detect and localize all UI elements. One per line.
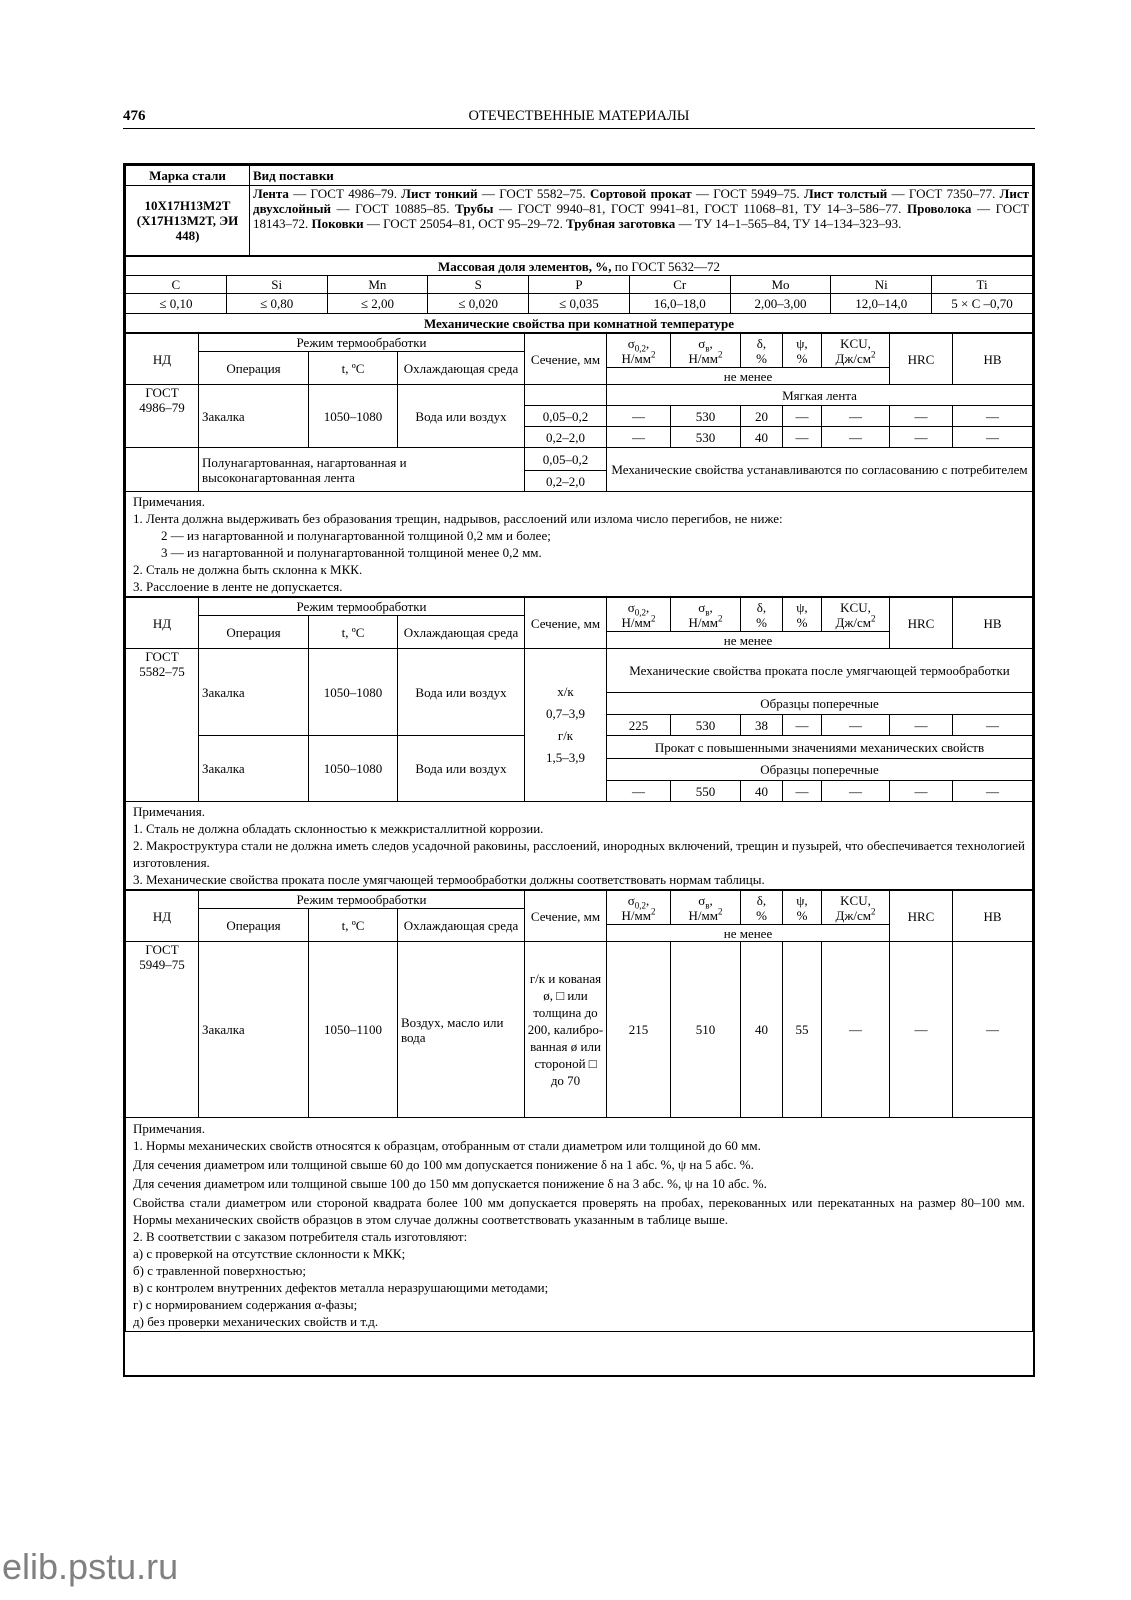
hardened-operation: Полунагартованная, нагартованная и высоконагартованная лента bbox=[199, 448, 525, 492]
element-symbol: C bbox=[126, 276, 227, 294]
psi-header: ψ, % bbox=[783, 891, 822, 925]
element-value: 5 × C –0,70 bbox=[932, 294, 1033, 314]
supply-product: Лист тонкий bbox=[401, 186, 478, 201]
property-value: — bbox=[890, 715, 953, 736]
grade-col-label: Марка стали bbox=[126, 166, 250, 186]
grade-name: 10Х17Н13М2Т (Х17Н13М2Т, ЭИ 448) bbox=[126, 186, 250, 256]
temperature-header: t, ºС bbox=[309, 352, 398, 385]
tensile-header: $\sigma_в$, $Н/мм^2$ bbox=[671, 334, 741, 368]
supply-standard: — ГОСТ 5949–75. bbox=[691, 186, 804, 201]
yield-header: $\sigma_{0,2}$, $Н/мм^2$ bbox=[607, 891, 671, 925]
property-value: — bbox=[822, 406, 890, 427]
hb-header: HB bbox=[953, 891, 1033, 942]
agreement-text: Механические свойства устанавливаются по согласованию с потребителем bbox=[607, 448, 1033, 492]
element-symbol: Ni bbox=[831, 276, 932, 294]
supply-product: Лист толстый bbox=[804, 186, 888, 201]
soft-strip-label: Мягкая лента bbox=[607, 385, 1033, 406]
element-value-row bbox=[126, 294, 1033, 314]
supply-product: Проволока bbox=[906, 201, 972, 216]
supply-product: Лента bbox=[253, 186, 289, 201]
supply-standard: — ГОСТ 18143–72. bbox=[253, 201, 1029, 231]
element-symbol: P bbox=[529, 276, 630, 294]
element-symbol: Si bbox=[226, 276, 327, 294]
element-value: 12,0–14,0 bbox=[831, 294, 932, 314]
steel-datasheet bbox=[123, 163, 1035, 1377]
property-value: — bbox=[822, 427, 890, 448]
supply-standard: — ГОСТ 10885–85. bbox=[330, 201, 456, 216]
page-header bbox=[123, 108, 1035, 129]
section-value: 0,05–0,2 bbox=[525, 406, 607, 427]
element-value: 2,00–3,00 bbox=[730, 294, 831, 314]
heat-treatment-header: Режим термообработки bbox=[199, 334, 525, 352]
not-less-label: не менее bbox=[607, 925, 890, 942]
temperature: 1050–1080 bbox=[309, 385, 398, 448]
element-symbol: Cr bbox=[629, 276, 730, 294]
cooling-medium: Вода или воздух bbox=[398, 736, 525, 802]
property-value: 550 bbox=[671, 781, 741, 802]
property-value: — bbox=[822, 715, 890, 736]
element-symbol: Mo bbox=[730, 276, 831, 294]
supply-label: Вид поставки bbox=[250, 166, 1033, 186]
nd-value: ГОСТ 5582–75 bbox=[126, 649, 199, 802]
section-value: 0,2–2,0 bbox=[525, 427, 607, 448]
delta-header: δ, % bbox=[741, 598, 783, 632]
property-value: — bbox=[953, 781, 1033, 802]
property-value: 530 bbox=[671, 427, 741, 448]
medium-header: Охлаждающая среда bbox=[398, 616, 525, 649]
property-value: 20 bbox=[741, 406, 783, 427]
yield-strength: 215 bbox=[607, 942, 671, 1118]
section-value: 0,2–2,0 bbox=[525, 471, 607, 492]
page-number: 476 bbox=[123, 108, 146, 124]
element-value: ≤ 0,10 bbox=[126, 294, 227, 314]
element-symbol: S bbox=[428, 276, 529, 294]
element-value: ≤ 0,80 bbox=[226, 294, 327, 314]
composition-table bbox=[125, 256, 1033, 333]
elongation: 40 bbox=[741, 942, 783, 1118]
cooling-medium: Воздух, масло или вода bbox=[398, 942, 525, 1118]
operation: Закалка bbox=[199, 736, 309, 802]
composition-title: Массовая доля элементов, %, по ГОСТ 5632—72 bbox=[126, 257, 1033, 276]
notes-5582: Примечания. 1. Сталь не должна обладать склонностью к межкристаллитной коррозии. 2. Макроструктура стали не должна иметь следов усадочной раковины, расслоений, инородных включений, трещин и пузырей, что обеспечивается технологией изготовления. 3. Механические свойства проката после умягчающей термообработки должны соответствовать нормам таблицы. bbox=[126, 802, 1033, 890]
operation-header: Операция bbox=[199, 352, 309, 385]
cooling-medium: Вода или воздух bbox=[398, 385, 525, 448]
property-value: 40 bbox=[741, 781, 783, 802]
kcu-header: KCU, $Дж/см^2$ bbox=[822, 334, 890, 368]
temperature-header: t, ºС bbox=[309, 909, 398, 942]
tensile-strength: 510 bbox=[671, 942, 741, 1118]
impact-kcu: — bbox=[822, 942, 890, 1118]
property-value: — bbox=[953, 715, 1033, 736]
transverse-label: Образцы поперечные bbox=[607, 759, 1033, 781]
supply-product: Лист двухслойный bbox=[253, 186, 1029, 216]
notes-4986: Примечания. 1. Лента должна выдерживать без образования трещин, надрывов, расслоений или излома число перегибов, не ниже: 2 — из нагартованной и полунагартованной толщиной 0,2 мм и более; 3 — из нагартованной и полунагартованной толщиной менее 0,2 мм. 2. Сталь не должна быть склонна к МКК. 3. Расслоение в ленте не допускается. bbox=[126, 492, 1033, 597]
nd-value: ГОСТ 5949–75 bbox=[126, 942, 199, 1118]
notes-5949: Примечания. 1. Нормы механических свойств относятся к образцам, отобранным от стали диаметром или толщиной до 60 мм. Для сечения диаметром или толщиной свыше 60 до 100 мм допускается понижение δ на 1 абс. %, ψ на 5 абс. %. Для сечения диаметром или толщиной свыше 100 до 150 мм допускается понижение δ на 3 абс. %, ψ на 10 абс. %. Свойства стали диаметром или стороной квадрата более 100 мм допускается проверять на пробах, перекованных или перекатанных на размер 80–100 мм. Нормы механических свойств образцов в этом случае должны соответствовать указанным в таблице выше. 2. В соответствии с заказом потребителя сталь изготовляют: а) с проверкой на отсутствие склонности к МКК; б) с травленной поверхностью; в) с контролем внутренних дефектов металла неразрушающими методами; г) с нормированием содержания α-фазы; д) без проверки механических свойств и т.д. bbox=[126, 1118, 1033, 1332]
increased-props-label: Прокат с повышенными значениями механических свойств bbox=[607, 736, 1033, 759]
temperature-header: t, ºС bbox=[309, 616, 398, 649]
mech-title: Механические свойства при комнатной температуре bbox=[126, 314, 1033, 333]
operation: Закалка bbox=[199, 942, 309, 1118]
operation-header: Операция bbox=[199, 909, 309, 942]
property-value: — bbox=[822, 781, 890, 802]
temperature: 1050–1080 bbox=[309, 736, 398, 802]
hrc-header: HRC bbox=[890, 598, 953, 649]
property-value: — bbox=[953, 406, 1033, 427]
medium-header: Охлаждающая среда bbox=[398, 909, 525, 942]
not-less-label: не менее bbox=[607, 368, 890, 385]
medium-header: Охлаждающая среда bbox=[398, 352, 525, 385]
property-value: — bbox=[607, 781, 671, 802]
reduction-area: 55 bbox=[783, 942, 822, 1118]
supply-product: Сортовой прокат bbox=[589, 186, 692, 201]
nd-header: НД bbox=[126, 891, 199, 942]
element-symbol: Mn bbox=[327, 276, 428, 294]
kcu-header: KCU, $Дж/см^2$ bbox=[822, 598, 890, 632]
supply-standard: — ГОСТ 4986–79. bbox=[288, 186, 402, 201]
section-header: Сечение, мм bbox=[525, 891, 607, 942]
mech-table-5582 bbox=[125, 597, 1033, 890]
property-value: 225 bbox=[607, 715, 671, 736]
not-less-label: не менее bbox=[607, 632, 890, 649]
delta-header: δ, % bbox=[741, 334, 783, 368]
heat-treatment-header: Режим термообработки bbox=[199, 598, 525, 616]
element-value: 16,0–18,0 bbox=[629, 294, 730, 314]
property-value: — bbox=[890, 406, 953, 427]
hrc-header: HRC bbox=[890, 334, 953, 385]
supply-product: Поковки bbox=[311, 216, 364, 231]
element-value: ≤ 2,00 bbox=[327, 294, 428, 314]
nd-header: НД bbox=[126, 334, 199, 385]
hrc-header: HRC bbox=[890, 891, 953, 942]
section-header: Сечение, мм bbox=[525, 334, 607, 385]
supply-standard: — ГОСТ 5582–75. bbox=[477, 186, 590, 201]
property-value: — bbox=[783, 781, 822, 802]
supply-standard: — ГОСТ 7350–77. bbox=[887, 186, 1000, 201]
temperature: 1050–1080 bbox=[309, 649, 398, 736]
transverse-label: Образцы поперечные bbox=[607, 693, 1033, 715]
supply-product: Трубы bbox=[455, 201, 494, 216]
section-value: х/к 0,7–3,9 г/к 1,5–3,9 bbox=[525, 649, 607, 802]
operation: Закалка bbox=[199, 385, 309, 448]
heat-treatment-header: Режим термообработки bbox=[199, 891, 525, 909]
operation: Закалка bbox=[199, 649, 309, 736]
supply-standard: — ГОСТ 9940–81, ГОСТ 9941–81, ГОСТ 11068–81, ТУ 14–3–586–77. bbox=[493, 201, 907, 216]
element-header-row bbox=[126, 276, 1033, 294]
temperature: 1050–1100 bbox=[309, 942, 398, 1118]
supply-standard: — ТУ 14–1–565–84, ТУ 14–134–323–93. bbox=[675, 216, 902, 231]
supply-product: Трубная заготовка bbox=[566, 216, 676, 231]
hb-header: HB bbox=[953, 598, 1033, 649]
property-value: — bbox=[607, 406, 671, 427]
element-symbol: Ti bbox=[932, 276, 1033, 294]
property-value: — bbox=[783, 427, 822, 448]
property-value: — bbox=[953, 427, 1033, 448]
hb-header: HB bbox=[953, 334, 1033, 385]
psi-header: ψ, % bbox=[783, 598, 822, 632]
property-value: — bbox=[607, 427, 671, 448]
supply-text bbox=[250, 186, 1033, 256]
grade-table bbox=[125, 165, 1033, 256]
watermark: elib.pstu.ru bbox=[2, 1546, 179, 1587]
yield-header: $\sigma_{0,2}$, $Н/мм^2$ bbox=[607, 598, 671, 632]
property-value: — bbox=[783, 406, 822, 427]
section-value: г/к и кованая ø, □ или толщина до 200, калибро-ванная ø или стороной □ до 70 bbox=[525, 942, 607, 1118]
property-value: 530 bbox=[671, 406, 741, 427]
section-value: 0,05–0,2 bbox=[525, 448, 607, 471]
property-value: — bbox=[890, 427, 953, 448]
nd-header: НД bbox=[126, 598, 199, 649]
mech-table-5949 bbox=[125, 890, 1033, 1332]
element-value: ≤ 0,020 bbox=[428, 294, 529, 314]
property-value: 530 bbox=[671, 715, 741, 736]
tensile-header: $\sigma_в$, $Н/мм^2$ bbox=[671, 598, 741, 632]
property-value: 40 bbox=[741, 427, 783, 448]
hrc-value: — bbox=[890, 942, 953, 1118]
tensile-header: $\sigma_в$, $Н/мм^2$ bbox=[671, 891, 741, 925]
property-value: — bbox=[890, 781, 953, 802]
section-header: Сечение, мм bbox=[525, 598, 607, 649]
kcu-header: KCU, $Дж/см^2$ bbox=[822, 891, 890, 925]
operation-header: Операция bbox=[199, 616, 309, 649]
property-value: — bbox=[783, 715, 822, 736]
delta-header: δ, % bbox=[741, 891, 783, 925]
mech-table-4986 bbox=[125, 333, 1033, 597]
cooling-medium: Вода или воздух bbox=[398, 649, 525, 736]
property-value: 38 bbox=[741, 715, 783, 736]
hb-value: — bbox=[953, 942, 1033, 1118]
element-value: ≤ 0,035 bbox=[529, 294, 630, 314]
yield-header: $\sigma_{0,2}$, $Н/мм^2$ bbox=[607, 334, 671, 368]
psi-header: ψ, % bbox=[783, 334, 822, 368]
softened-label: Механические свойства проката после умягчающей термообработки bbox=[607, 649, 1033, 693]
running-title: ОТЕЧЕСТВЕННЫЕ МАТЕРИАЛЫ bbox=[468, 108, 690, 124]
nd-value: ГОСТ 4986–79 bbox=[126, 385, 199, 448]
supply-standard: — ГОСТ 25054–81, ОСТ 95–29–72. bbox=[363, 216, 567, 231]
